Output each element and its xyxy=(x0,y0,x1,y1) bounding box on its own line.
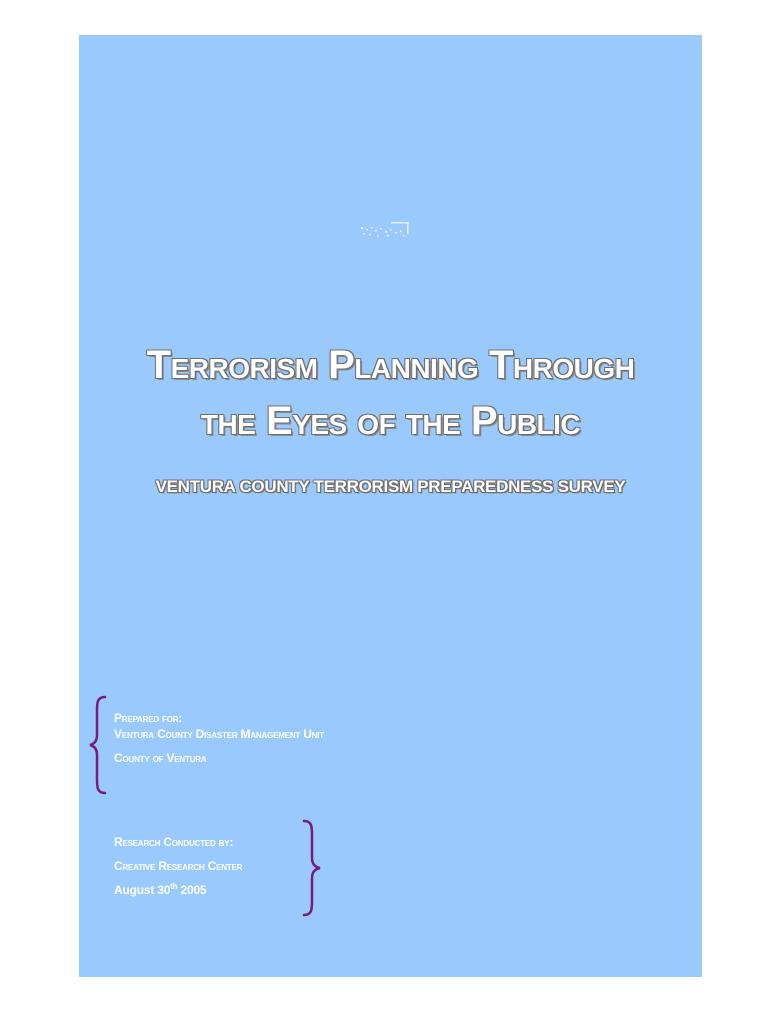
research-block xyxy=(114,834,242,898)
prepared-for-organization: Ventura County Disaster Management Unit xyxy=(114,727,324,741)
research-organization: Creative Research Center xyxy=(114,859,243,873)
prepared-for-block xyxy=(114,710,324,766)
report-date xyxy=(114,882,242,898)
report-date-year: 2005 xyxy=(177,883,207,897)
prepared-for-label: Prepared for: xyxy=(114,711,183,725)
document-title-line-1: Terrorism Planning Through xyxy=(146,343,635,387)
prepared-for-county: County of Ventura xyxy=(114,751,207,765)
document-subtitle: VENTURA COUNTY TERRORISM PREPAREDNESS SURVEY xyxy=(155,477,626,496)
report-date-suffix: th xyxy=(170,882,178,891)
document-title-line-2: the Eyes of the Public xyxy=(200,399,581,443)
cover-page xyxy=(79,35,702,977)
right-curly-brace xyxy=(301,819,323,917)
report-date-prefix: August 30 xyxy=(114,883,171,897)
left-curly-brace xyxy=(88,695,108,795)
research-label: Research Conducted by: xyxy=(114,835,234,849)
emblem-icon xyxy=(359,221,411,239)
